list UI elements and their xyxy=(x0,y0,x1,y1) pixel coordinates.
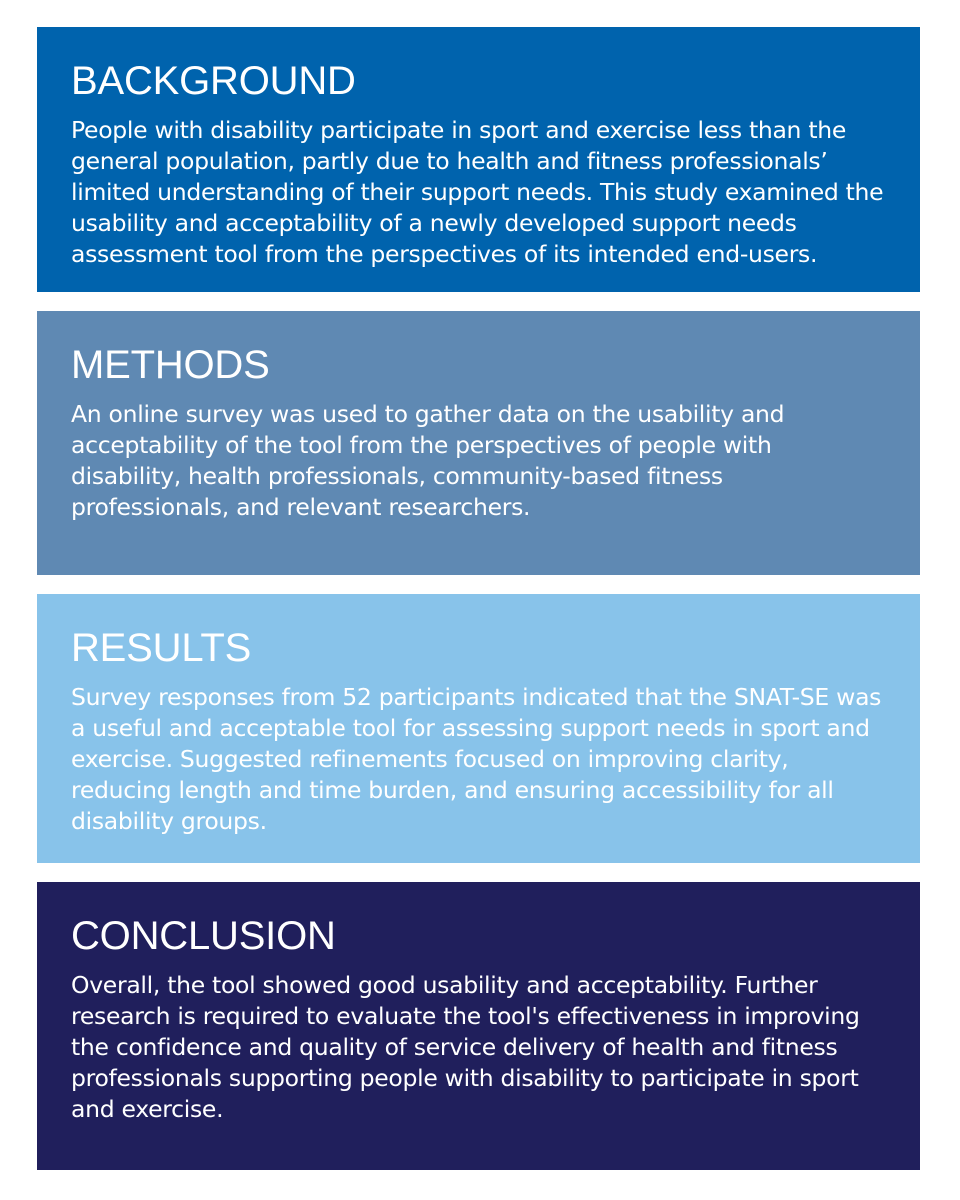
background-section xyxy=(37,27,920,292)
conclusion-heading: CONCLUSION xyxy=(71,914,336,958)
conclusion-section xyxy=(37,882,920,1170)
background-heading: BACKGROUND xyxy=(71,59,356,103)
methods-section xyxy=(37,311,920,575)
background-text: People with disability participate in sport and exercise less than the general population, partly due to health and fitness professionals’ limited understanding of their support needs. This study examined the usability and acceptability of a newly developed support needs assessment tool from the perspectives of its intended end-users. xyxy=(71,116,884,268)
methods-heading: METHODS xyxy=(71,343,270,387)
results-heading: RESULTS xyxy=(71,626,252,670)
conclusion-text: Overall, the tool showed good usability and acceptability. Further research is required to evaluate the tool's effectiveness in improving the confidence and quality of service delivery of health and fitness professionals supporting people with disability to participate in sport and exercise. xyxy=(71,971,860,1123)
results-section xyxy=(37,594,920,863)
results-text: Survey responses from 52 participants indicated that the SNAT-SE was a useful and acceptable tool for assessing support needs in sport and exercise. Suggested refinements focused on improving clarity, reducing length and time burden, and ensuring accessibility for all disability groups. xyxy=(71,683,882,835)
methods-text: An online survey was used to gather data on the usability and acceptability of the tool from the perspectives of people with disability, health professionals, community-based fitness professionals, and relevant researchers. xyxy=(71,400,785,521)
